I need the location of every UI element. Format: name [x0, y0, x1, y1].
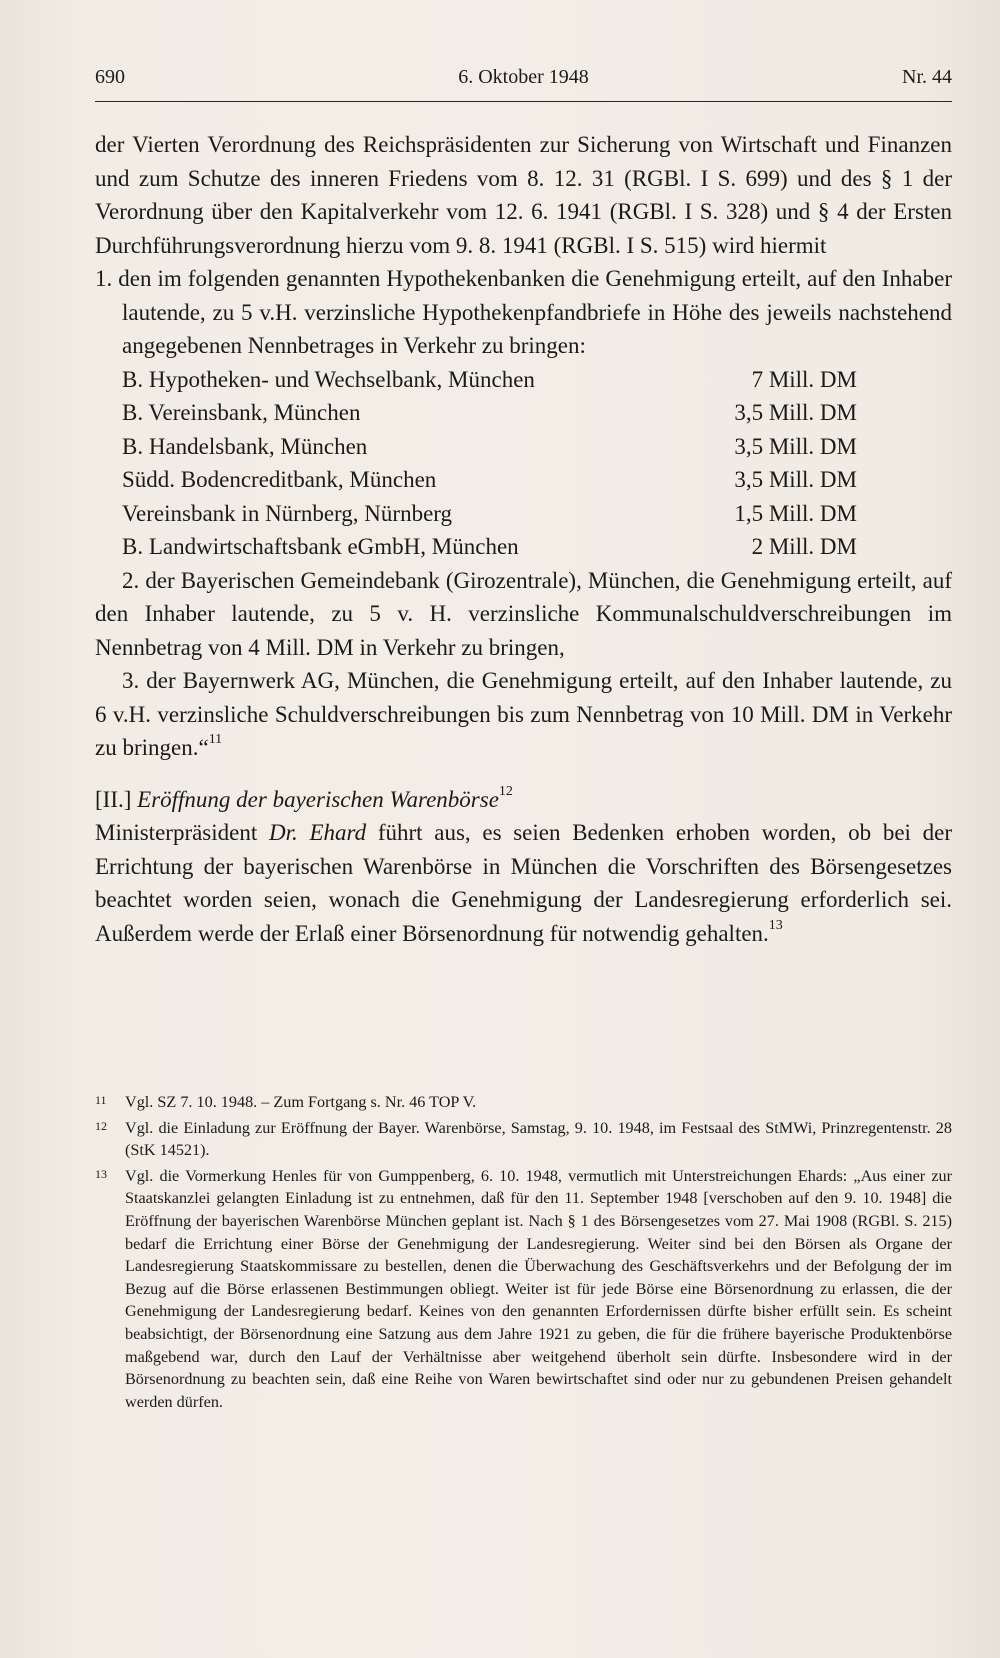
bank-name: B. Landwirtschaftsbank eGmbH, München: [122, 534, 519, 559]
para-lead: Ministerpräsident: [95, 820, 258, 845]
para-text: führt aus, es seien Bedenken erhoben worden, ob bei der Errichtung der bayerischen Warenbörse in München die Vorschriften des Börsengesetzes beachtet worden seien, wonach die Genehmigung der Landesregierung erforderlich sei. Außerdem werde der Erlaß einer Börsenordnung für notwendig gehalten.: [95, 820, 952, 946]
footnote-number: 11: [95, 1093, 107, 1107]
footnote-ref: 11: [208, 732, 223, 747]
bank-name: B. Handelsbank, München: [122, 433, 368, 459]
footnote-text: Vgl. die Einladung zur Eröffnung der Bayer. Warenbörse, Samstag, 9. 10. 1948, im Festsaal des StMWi, Prinzregentenstr. 28 (StK 14521).: [125, 1118, 952, 1160]
speaker-name: Dr. Ehard: [268, 820, 367, 845]
bank-amount: 1,5 Mill. DM: [734, 500, 857, 526]
footnote-text: Vgl. SZ 7. 10. 1948. – Zum Fortgang s. Nr. 46 TOP V.: [125, 1093, 477, 1111]
main-text: [95, 128, 952, 950]
footnotes: [95, 1091, 952, 1416]
footnote-number: 13: [95, 1166, 107, 1181]
bank-row: [122, 396, 952, 430]
bank-amount: 3,5 Mill. DM: [734, 433, 857, 459]
footnote: [95, 1091, 952, 1114]
bank-row: [122, 530, 952, 564]
bank-amount: 3,5 Mill. DM: [734, 467, 857, 492]
bank-row: [122, 430, 952, 464]
section-heading: [95, 783, 952, 817]
bank-row: [122, 363, 952, 397]
item-2: 2. der Bayerischen Gemeindebank (Girozentrale), München, die Genehmigung erteilt, auf den Inhaber lautende, zu 5 v. H. verzinsliche Kommunalschuldverschreibungen im Nennbetrag von 4 Mill. DM in Verkehr zu bringen,: [95, 567, 952, 660]
minutes-paragraph: [95, 816, 952, 950]
bank-name: B. Hypotheken- und Wechselbank, München: [122, 366, 535, 392]
item-1: 1. den im folgenden genannten Hypothekenbanken die Genehmigung erteilt, auf den Inhaber lautende, zu 5 v.H. verzinsliche Hypothekenpfandbriefe in Höhe des jeweils nachstehend angegebenen Nennbetrages in Verkehr zu bringen:: [95, 266, 952, 358]
bank-list: [95, 363, 952, 564]
bank-amount: 2 Mill. DM: [751, 534, 857, 559]
bank-amount: 3,5 Mill. DM: [734, 400, 857, 425]
bank-row: [122, 497, 952, 531]
footnote-text: Vgl. die Vormerkung Henles für von Gumppenberg, 6. 10. 1948, vermutlich mit Unterstreichungen Ehards: „Aus einer zur Staatskanzlei gelangten Einladung ist zu entnehmen, daß für den 11. September 1948 [verschoben auf den 9. 10. 1948] die Eröffnung der bayerischen Warenbörse München geplant ist. Nach § 1 des Börsengesetzes vom 27. Mai 1908 (RGBl. S. 215) bedarf die Errichtung einer Börse der Genehmigung der Landesregierung. Weiter sind bei den Börsen als Organe der Landesregierung Staatskommissare zu bestellen, denen die Überwachung des Geschäftsverkehrs und der Befolgung der im Bezug auf die Börse erlassenen Bestimmungen obliegt. Weiter ist für jede Börse eine Börsenordnung zu erlassen, die der Genehmigung der Landesregierung bedarf. Keines von den genannten Erfordernissen dürfte bisher erfüllt sein. Es scheint beabsichtigt, der Börsenordnung eine Satzung aus dem Jahre 1921 zu geben, die für die frühere bayerische Produktenbörse maßgebend war, durch den Lauf der Verhältnisse aber weitgehend überholt sein dürfte. Insbesondere wird in der Börsenordnung zu beachten sein, daß eine Reihe von Waren bewirtschaftet sind oder nur zu gebundenen Preisen gehandelt werden dürfen.: [125, 1166, 952, 1411]
bank-name: B. Vereinsbank, München: [122, 400, 361, 425]
bank-name: Südd. Bodencreditbank, München: [122, 467, 437, 492]
section-title: Eröffnung der bayerischen Warenbörse: [137, 786, 499, 812]
footnote: [95, 1117, 952, 1162]
header-date: 6. Oktober 1948: [458, 66, 589, 88]
footnote-ref: 13: [768, 917, 783, 933]
intro-paragraph: der Vierten Verordnung des Reichspräsidenten zur Sicherung von Wirtschaft und Finanzen und zum Schutze des inneren Friedens vom 8. 12. 31 (RGBl. I S. 699) und des § 1 der Verordnung über den Kapitalverkehr vom 12. 6. 1941 (RGBl. I S. 328) und § 4 der Ersten Durchführungsverordnung hierzu vom 9. 8. 1941 (RGBl. I S. 515) wird hiermit: [95, 132, 952, 258]
footnote-number: 12: [95, 1118, 107, 1133]
document-number: Nr. 44: [902, 66, 952, 88]
item-3-text: 3. der Bayernwerk AG, München, die Genehmigung erteilt, auf den Inhaber lautende, zu 6 v.H. verzinsliche Schuldverschreibungen bis zum Nennbetrag von 10 Mill. DM in Verkehr zu bringen.“: [95, 668, 952, 760]
footnote-ref: 12: [498, 783, 513, 799]
running-header: [95, 66, 952, 96]
bank-row: [122, 463, 952, 497]
header-rule: [95, 101, 952, 102]
bank-amount: 7 Mill. DM: [751, 366, 857, 392]
section-roman: [II.]: [95, 786, 132, 812]
item-3: [95, 664, 952, 765]
bank-name: Vereinsbank in Nürnberg, Nürnberg: [122, 500, 453, 526]
page-number: 690: [95, 66, 125, 88]
footnote: [95, 1165, 952, 1414]
